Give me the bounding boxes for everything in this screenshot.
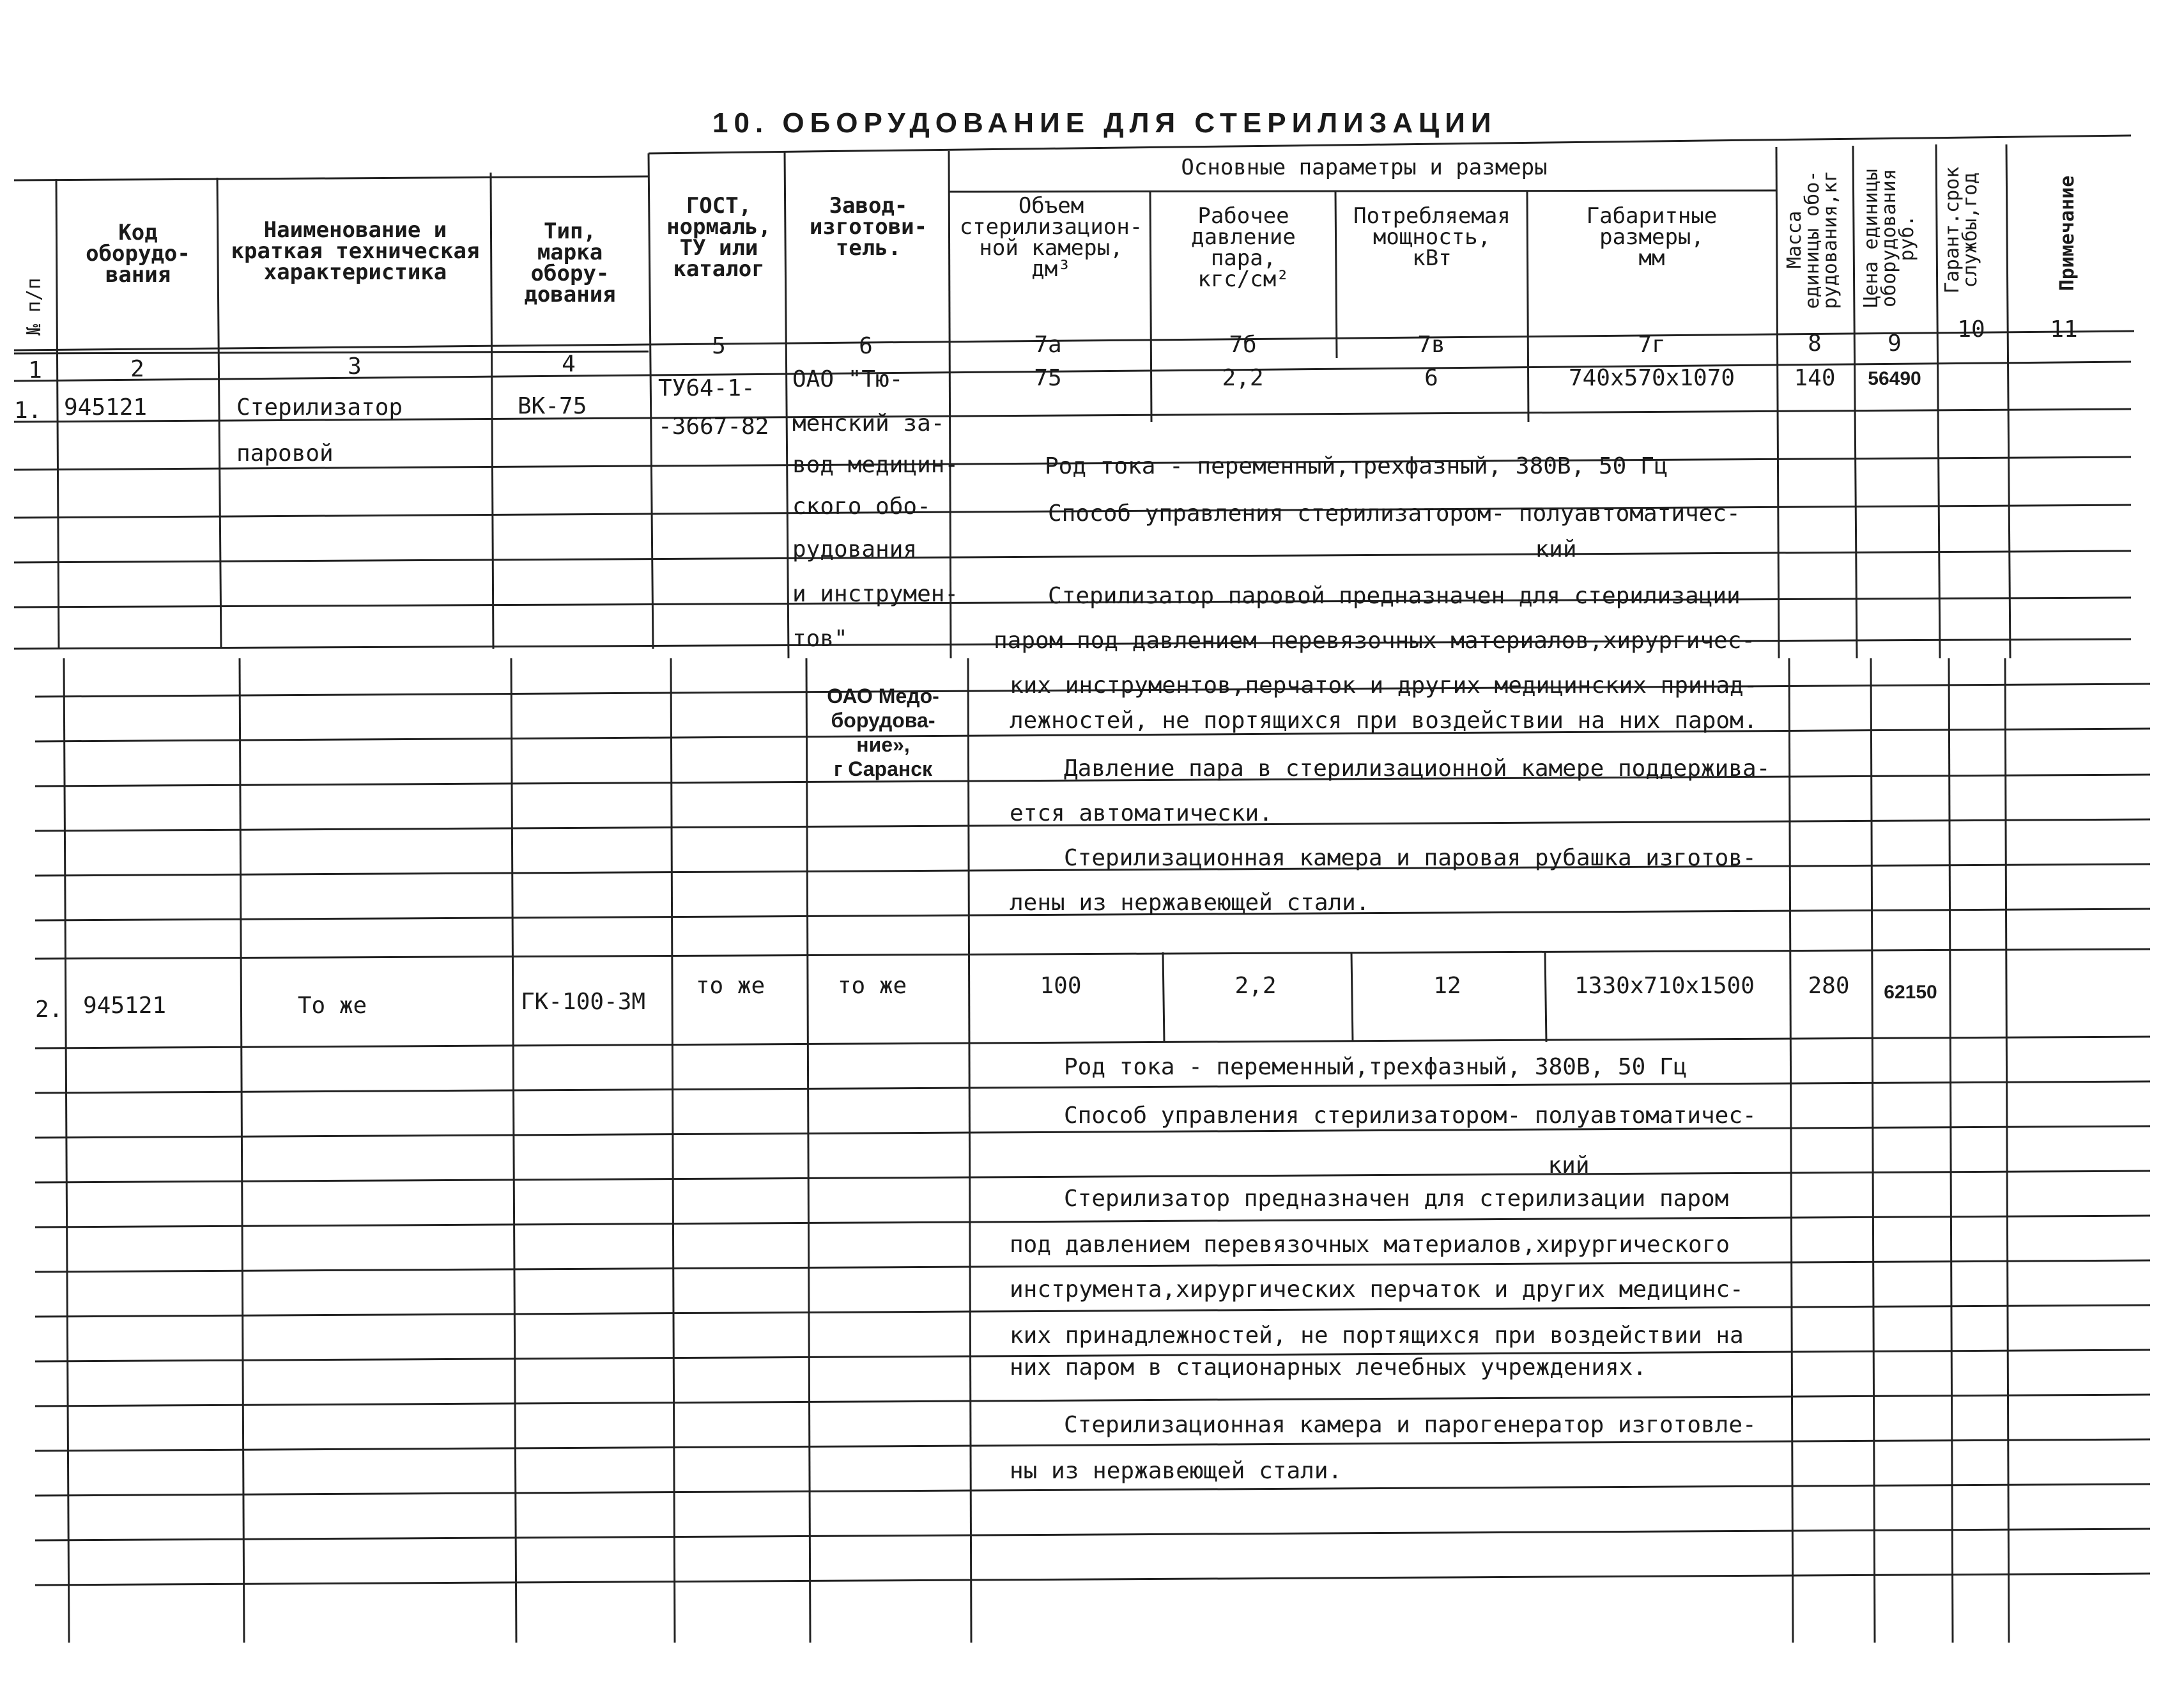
- row-gost: то же: [695, 973, 765, 999]
- row-price: 62150: [1884, 982, 1937, 1003]
- row-pressure: 2,2: [1234, 973, 1277, 999]
- row-maker-line: менский за-: [792, 410, 945, 437]
- row-name-line2: паровой: [236, 440, 334, 467]
- row-name-line1: Стерилизатор: [236, 394, 403, 421]
- header-params-group: Основные параметры и размеры: [1181, 155, 1548, 180]
- row-maker-line: рудования: [792, 536, 918, 562]
- page-title: 10. ОБОРУДОВАНИЕ ДЛЯ СТЕРИЛИЗАЦИИ: [712, 107, 1497, 139]
- row-desc-line: ких инструментов,перчаток и других медицинских принад-: [1010, 672, 1758, 699]
- row-maker-line: ского обо-: [792, 493, 931, 520]
- row-num: 1.: [14, 398, 42, 424]
- row-maker-line: ОАО "Тю-: [792, 366, 904, 392]
- row-type: ГК-100-3М: [521, 989, 646, 1015]
- row-power: 12: [1433, 973, 1461, 999]
- header-code: Код оборудо- вания: [86, 220, 190, 288]
- row-pressure: 2,2: [1222, 365, 1264, 391]
- row-dims: 740х570х1070: [1568, 365, 1735, 391]
- row-desc-line: под давлением перевязочных материалов,хирургического: [1010, 1232, 1730, 1258]
- row-num: 2.: [35, 996, 63, 1023]
- colnum-2: 2: [130, 356, 144, 382]
- colnum-9: 9: [1888, 330, 1902, 357]
- header-power: Потребляемая мощность, кВт: [1353, 203, 1511, 271]
- row-desc-line: Способ управления стерилизатором- полуавтоматичес-: [1048, 500, 1741, 527]
- row-maker-line: и инструмен-: [792, 581, 959, 607]
- row-desc-line: Стерилизатор предназначен для стерилизации паром: [1064, 1186, 1729, 1212]
- row-code: 945121: [83, 993, 167, 1019]
- header-pressure: Рабочее давление пара, кгс/см²: [1191, 203, 1296, 292]
- row-desc-line: Стерилизационная камера и паровая рубашка изготов-: [1064, 845, 1757, 871]
- row-gost-line2: -3667-82: [658, 414, 769, 440]
- row-volume: 75: [1034, 365, 1062, 391]
- header-gost: ГОСТ, нормаль, ТУ или каталог: [666, 193, 771, 282]
- row-desc-line: Род тока - переменный,трехфазный, 380В, 50 Гц: [1064, 1054, 1688, 1080]
- colnum-8: 8: [1808, 330, 1822, 357]
- row-desc-line: лены из нержавеющей стали.: [1010, 890, 1370, 916]
- row-maker-alt: ОАО Медо- борудова- ние», г Саранск: [827, 685, 939, 780]
- colnum-4: 4: [562, 351, 576, 377]
- header-name: Наименование и краткая техническая характеристика: [231, 217, 480, 285]
- colnum-3: 3: [348, 353, 362, 380]
- row-code: 945121: [64, 394, 148, 421]
- row-maker-line: вод медицин-: [792, 452, 959, 478]
- row-maker: то же: [837, 973, 907, 999]
- row-desc-line: кий: [1535, 536, 1577, 562]
- colnum-7v: 7в: [1417, 332, 1445, 358]
- row-mass: 280: [1808, 973, 1850, 999]
- row-maker-line: тов": [792, 626, 848, 652]
- row-desc-line: Давление пара в стерилизационной камере поддержива-: [1064, 755, 1771, 782]
- row-volume: 100: [1040, 973, 1082, 999]
- header-num: № п/п: [23, 277, 45, 336]
- row-desc-line: них паром в стационарных лечебных учреждениях.: [1010, 1354, 1647, 1381]
- row-type: ВК-75: [518, 393, 587, 419]
- colnum-6: 6: [859, 333, 873, 359]
- header-price: Цена единицы оборудования руб.: [1860, 169, 1918, 307]
- header-mass: Масса единицы обо- рудования,кг: [1783, 170, 1842, 309]
- row-dims: 1330х710х1500: [1574, 973, 1755, 999]
- row-desc-line: ких принадлежностей, не портящихся при воздействии на: [1010, 1322, 1744, 1349]
- row-desc-line: кий: [1548, 1152, 1590, 1179]
- header-dims: Габаритные размеры, мм: [1586, 203, 1718, 271]
- row-price: 56490: [1868, 368, 1921, 389]
- colnum-7a: 7а: [1034, 332, 1062, 358]
- header-volume: Объем стерилизацион- ной камеры, дм³: [959, 193, 1143, 282]
- colnum-10: 10: [1957, 316, 1985, 343]
- row-desc-line: Способ управления стерилизатором- полуавтоматичес-: [1064, 1103, 1757, 1129]
- colnum-7g: 7г: [1638, 332, 1666, 358]
- row-desc-line: паром под давлением перевязочных материалов,хирургичес-: [994, 628, 1756, 654]
- colnum-1: 1: [28, 357, 42, 383]
- row-mass: 140: [1794, 365, 1836, 391]
- header-warranty: Гарант.срок службы,год: [1941, 166, 1981, 294]
- header-maker: Завод- изготови- тель.: [809, 193, 928, 261]
- row-power: 6: [1424, 365, 1438, 391]
- row-desc-line: ется автоматически.: [1010, 800, 1273, 826]
- row-desc-line: Стерилизационная камера и парогенератор изготовле-: [1064, 1412, 1757, 1438]
- row-desc-line: ны из нержавеющей стали.: [1010, 1458, 1342, 1484]
- row-desc-line: инструмента,хирургических перчаток и других медицинс-: [1010, 1276, 1744, 1303]
- colnum-5: 5: [712, 333, 726, 359]
- row-desc-line: Стерилизатор паровой предназначен для стерилизации: [1048, 583, 1741, 609]
- colnum-11: 11: [2050, 316, 2078, 343]
- header-note: Примечание: [2056, 175, 2079, 291]
- header-type: Тип, марка обору- дования: [524, 219, 616, 307]
- row-name: То же: [297, 993, 367, 1019]
- colnum-7b: 7б: [1229, 332, 1257, 358]
- row-desc-line: лежностей, не портящихся при воздействии на них паром.: [1010, 708, 1758, 734]
- row-gost-line1: ТУ64-1-: [658, 375, 755, 401]
- row-desc-line: Род тока - переменный,трехфазный, 380В, 50 Гц: [1045, 453, 1668, 479]
